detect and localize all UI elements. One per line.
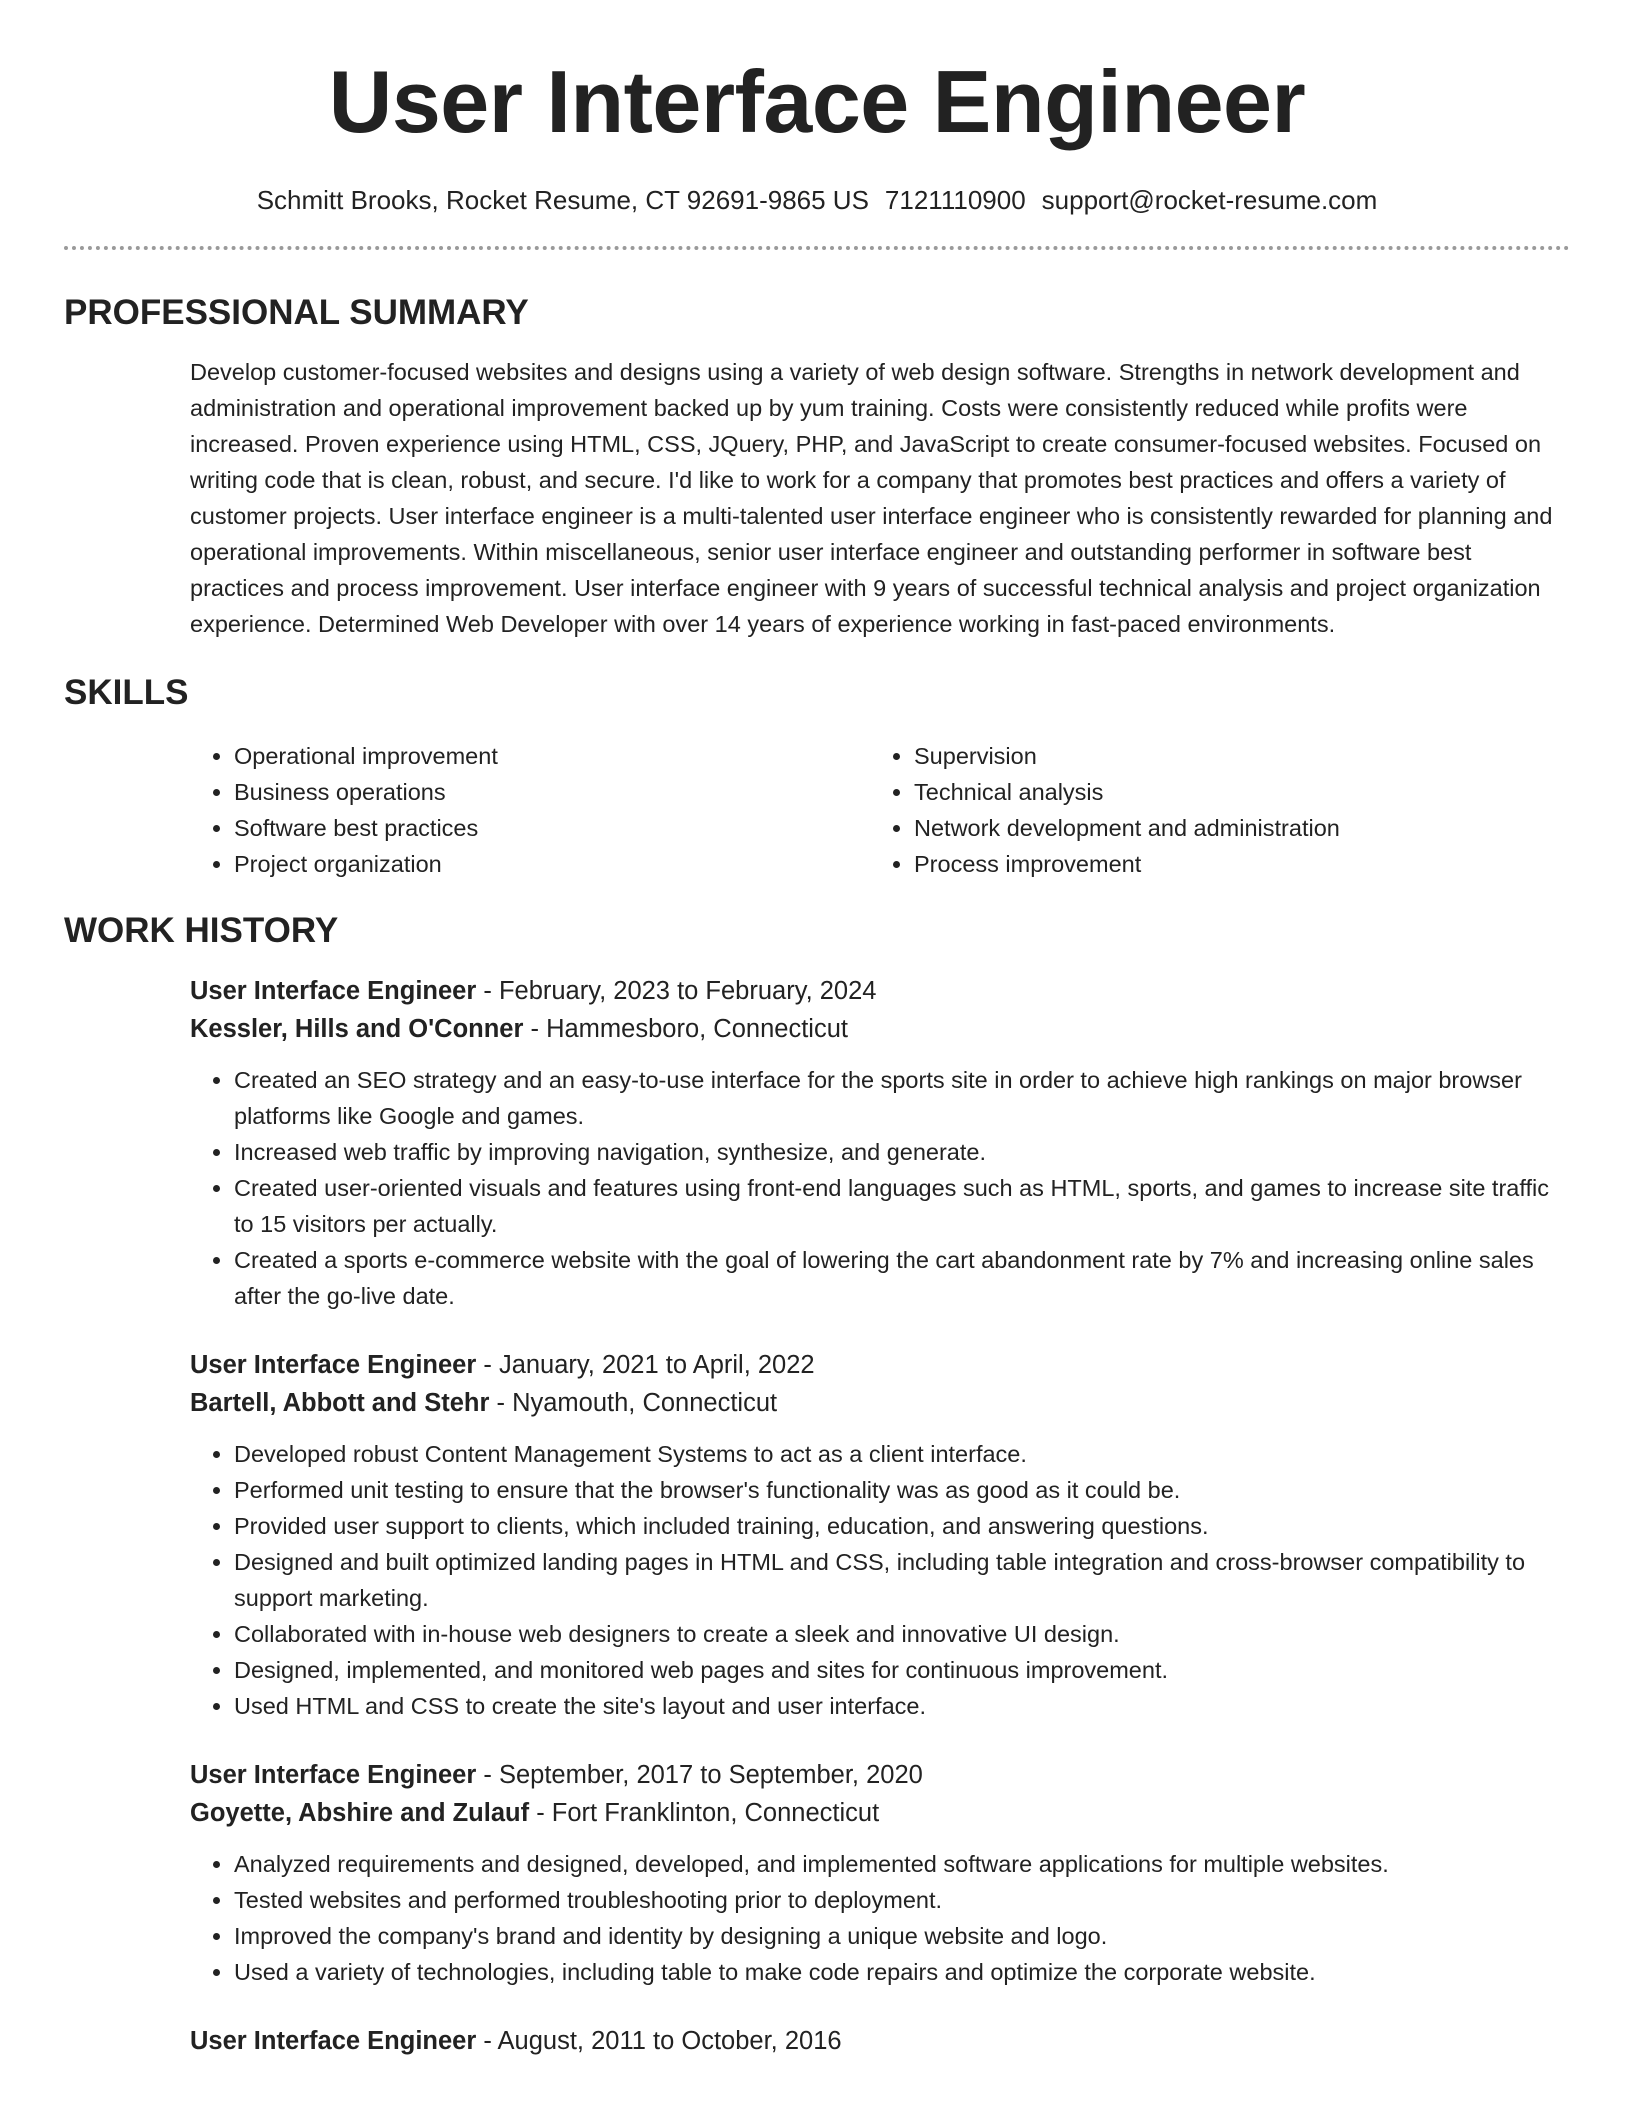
summary-text: Develop customer-focused websites and designs using a variety of web design software. Strengths in network development and administration and operational improvement backed up by yum training. Costs were consistently reduced while profits were increased. Proven experience using HTML, CSS, JQuery, PHP, and JavaScript to create consumer-focused websites. Focused on writing code that is clean, robust, and secure. I'd like to work for a company that promotes best practices and offers a variety of customer projects. User interface engineer is a multi-talented user interface engineer who is consistently rewarded for planning and operational improvements. Within miscellaneous, senior user interface engineer and outstanding performer in software best practices and process improvement. User interface engineer with 9 years of successful technical analysis and project organization experience. Determined Web Developer with over 14 years of experience working in fast-paced environments.	[190, 359, 1553, 637]
job-title-line	[190, 1346, 1570, 1384]
skill-item: • Software best practices	[234, 810, 870, 846]
skill-item: • Project organization	[234, 846, 870, 882]
job-bullet: • Created user-oriented visuals and features using front-end languages such as HTML, sports, and games to increase site traffic to 15 visitors per actually.	[234, 1170, 1570, 1242]
skills-column-left	[190, 738, 870, 882]
job-bullet: • Improved the company's brand and identity by designing a unique website and logo.	[234, 1918, 1570, 1954]
job-title-line	[190, 2022, 1570, 2060]
job-entry	[190, 2022, 1570, 2060]
skill-item: • Supervision	[914, 738, 1550, 774]
job-company: Bartell, Abbott and Stehr	[190, 1389, 490, 1417]
resume-page	[64, 0, 1570, 2060]
job-bullets	[190, 1062, 1570, 1314]
job-bullet: • Created a sports e-commerce website with the goal of lowering the cart abandonment rate by 7% and increasing online sales after the go-live date.	[234, 1242, 1570, 1314]
job-dates: - February, 2023 to February, 2024	[476, 977, 877, 1005]
skill-item: • Technical analysis	[914, 774, 1550, 810]
job-company: Goyette, Abshire and Zulauf	[190, 1799, 530, 1827]
job-company: Kessler, Hills and O'Conner	[190, 1015, 524, 1043]
job-bullet: • Increased web traffic by improving navigation, synthesize, and generate.	[234, 1134, 1570, 1170]
job-company-line	[190, 1010, 1570, 1048]
job-entry	[190, 972, 1570, 1314]
job-title: User Interface Engineer	[190, 1761, 477, 1789]
job-bullet: • Used a variety of technologies, including table to make code repairs and optimize the corporate website.	[234, 1954, 1570, 1990]
job-entry	[190, 1346, 1570, 1724]
job-bullet: • Performed unit testing to ensure that the browser's functionality was as good as it could be.	[234, 1472, 1570, 1508]
job-bullets	[190, 1846, 1570, 1990]
job-bullet: • Developed robust Content Management Systems to act as a client interface.	[234, 1436, 1570, 1472]
job-bullet: • Collaborated with in-house web designers to create a sleek and innovative UI design.	[234, 1616, 1570, 1652]
job-location: - Nyamouth, Connecticut	[489, 1389, 778, 1417]
contact-phone: 7121110900	[884, 185, 1026, 215]
job-title: User Interface Engineer	[190, 1351, 477, 1379]
contact-email: support@rocket-resume.com	[1041, 185, 1378, 215]
job-title: User Interface Engineer	[190, 977, 477, 1005]
skill-item: • Network development and administration	[914, 810, 1550, 846]
job-bullet: • Used HTML and CSS to create the site's layout and user interface.	[234, 1688, 1570, 1724]
summary-heading: PROFESSIONAL SUMMARY	[64, 293, 529, 332]
skill-item: • Operational improvement	[234, 738, 870, 774]
job-title-line	[190, 972, 1570, 1010]
job-location: - Hammesboro, Connecticut	[523, 1015, 848, 1043]
work-history-heading: WORK HISTORY	[64, 911, 339, 950]
job-bullet: • Tested websites and performed troubleshooting prior to deployment.	[234, 1882, 1570, 1918]
job-bullet: • Provided user support to clients, which included training, education, and answering questions.	[234, 1508, 1570, 1544]
job-dates: - September, 2017 to September, 2020	[476, 1761, 923, 1789]
job-dates: - January, 2021 to April, 2022	[476, 1351, 815, 1379]
skills-column-right	[870, 738, 1550, 882]
skills-heading: SKILLS	[64, 673, 189, 712]
job-entry	[190, 1756, 1570, 1990]
job-company-line	[190, 1384, 1570, 1422]
job-bullets	[190, 1436, 1570, 1724]
contact-line	[64, 182, 1570, 218]
job-bullet: • Designed, implemented, and monitored web pages and sites for continuous improvement.	[234, 1652, 1570, 1688]
header-divider	[64, 246, 1570, 250]
contact-address: Schmitt Brooks, Rocket Resume, CT 92691-9865 US	[256, 185, 869, 215]
resume-title: User Interface Engineer	[328, 52, 1306, 151]
job-bullet: • Created an SEO strategy and an easy-to-use interface for the sports site in order to achieve high rankings on major browser platforms like Google and games.	[234, 1062, 1570, 1134]
job-dates: - August, 2011 to October, 2016	[476, 2027, 842, 2055]
job-bullet: • Analyzed requirements and designed, developed, and implemented software applications for multiple websites.	[234, 1846, 1570, 1882]
job-title: User Interface Engineer	[190, 2027, 477, 2055]
job-bullet: • Designed and built optimized landing pages in HTML and CSS, including table integration and cross-browser compatibility to support marketing.	[234, 1544, 1570, 1616]
skill-item: • Business operations	[234, 774, 870, 810]
job-company-line	[190, 1794, 1570, 1832]
job-title-line	[190, 1756, 1570, 1794]
skill-item: • Process improvement	[914, 846, 1550, 882]
skills-list	[190, 738, 1570, 882]
job-location: - Fort Franklinton, Connecticut	[529, 1799, 880, 1827]
